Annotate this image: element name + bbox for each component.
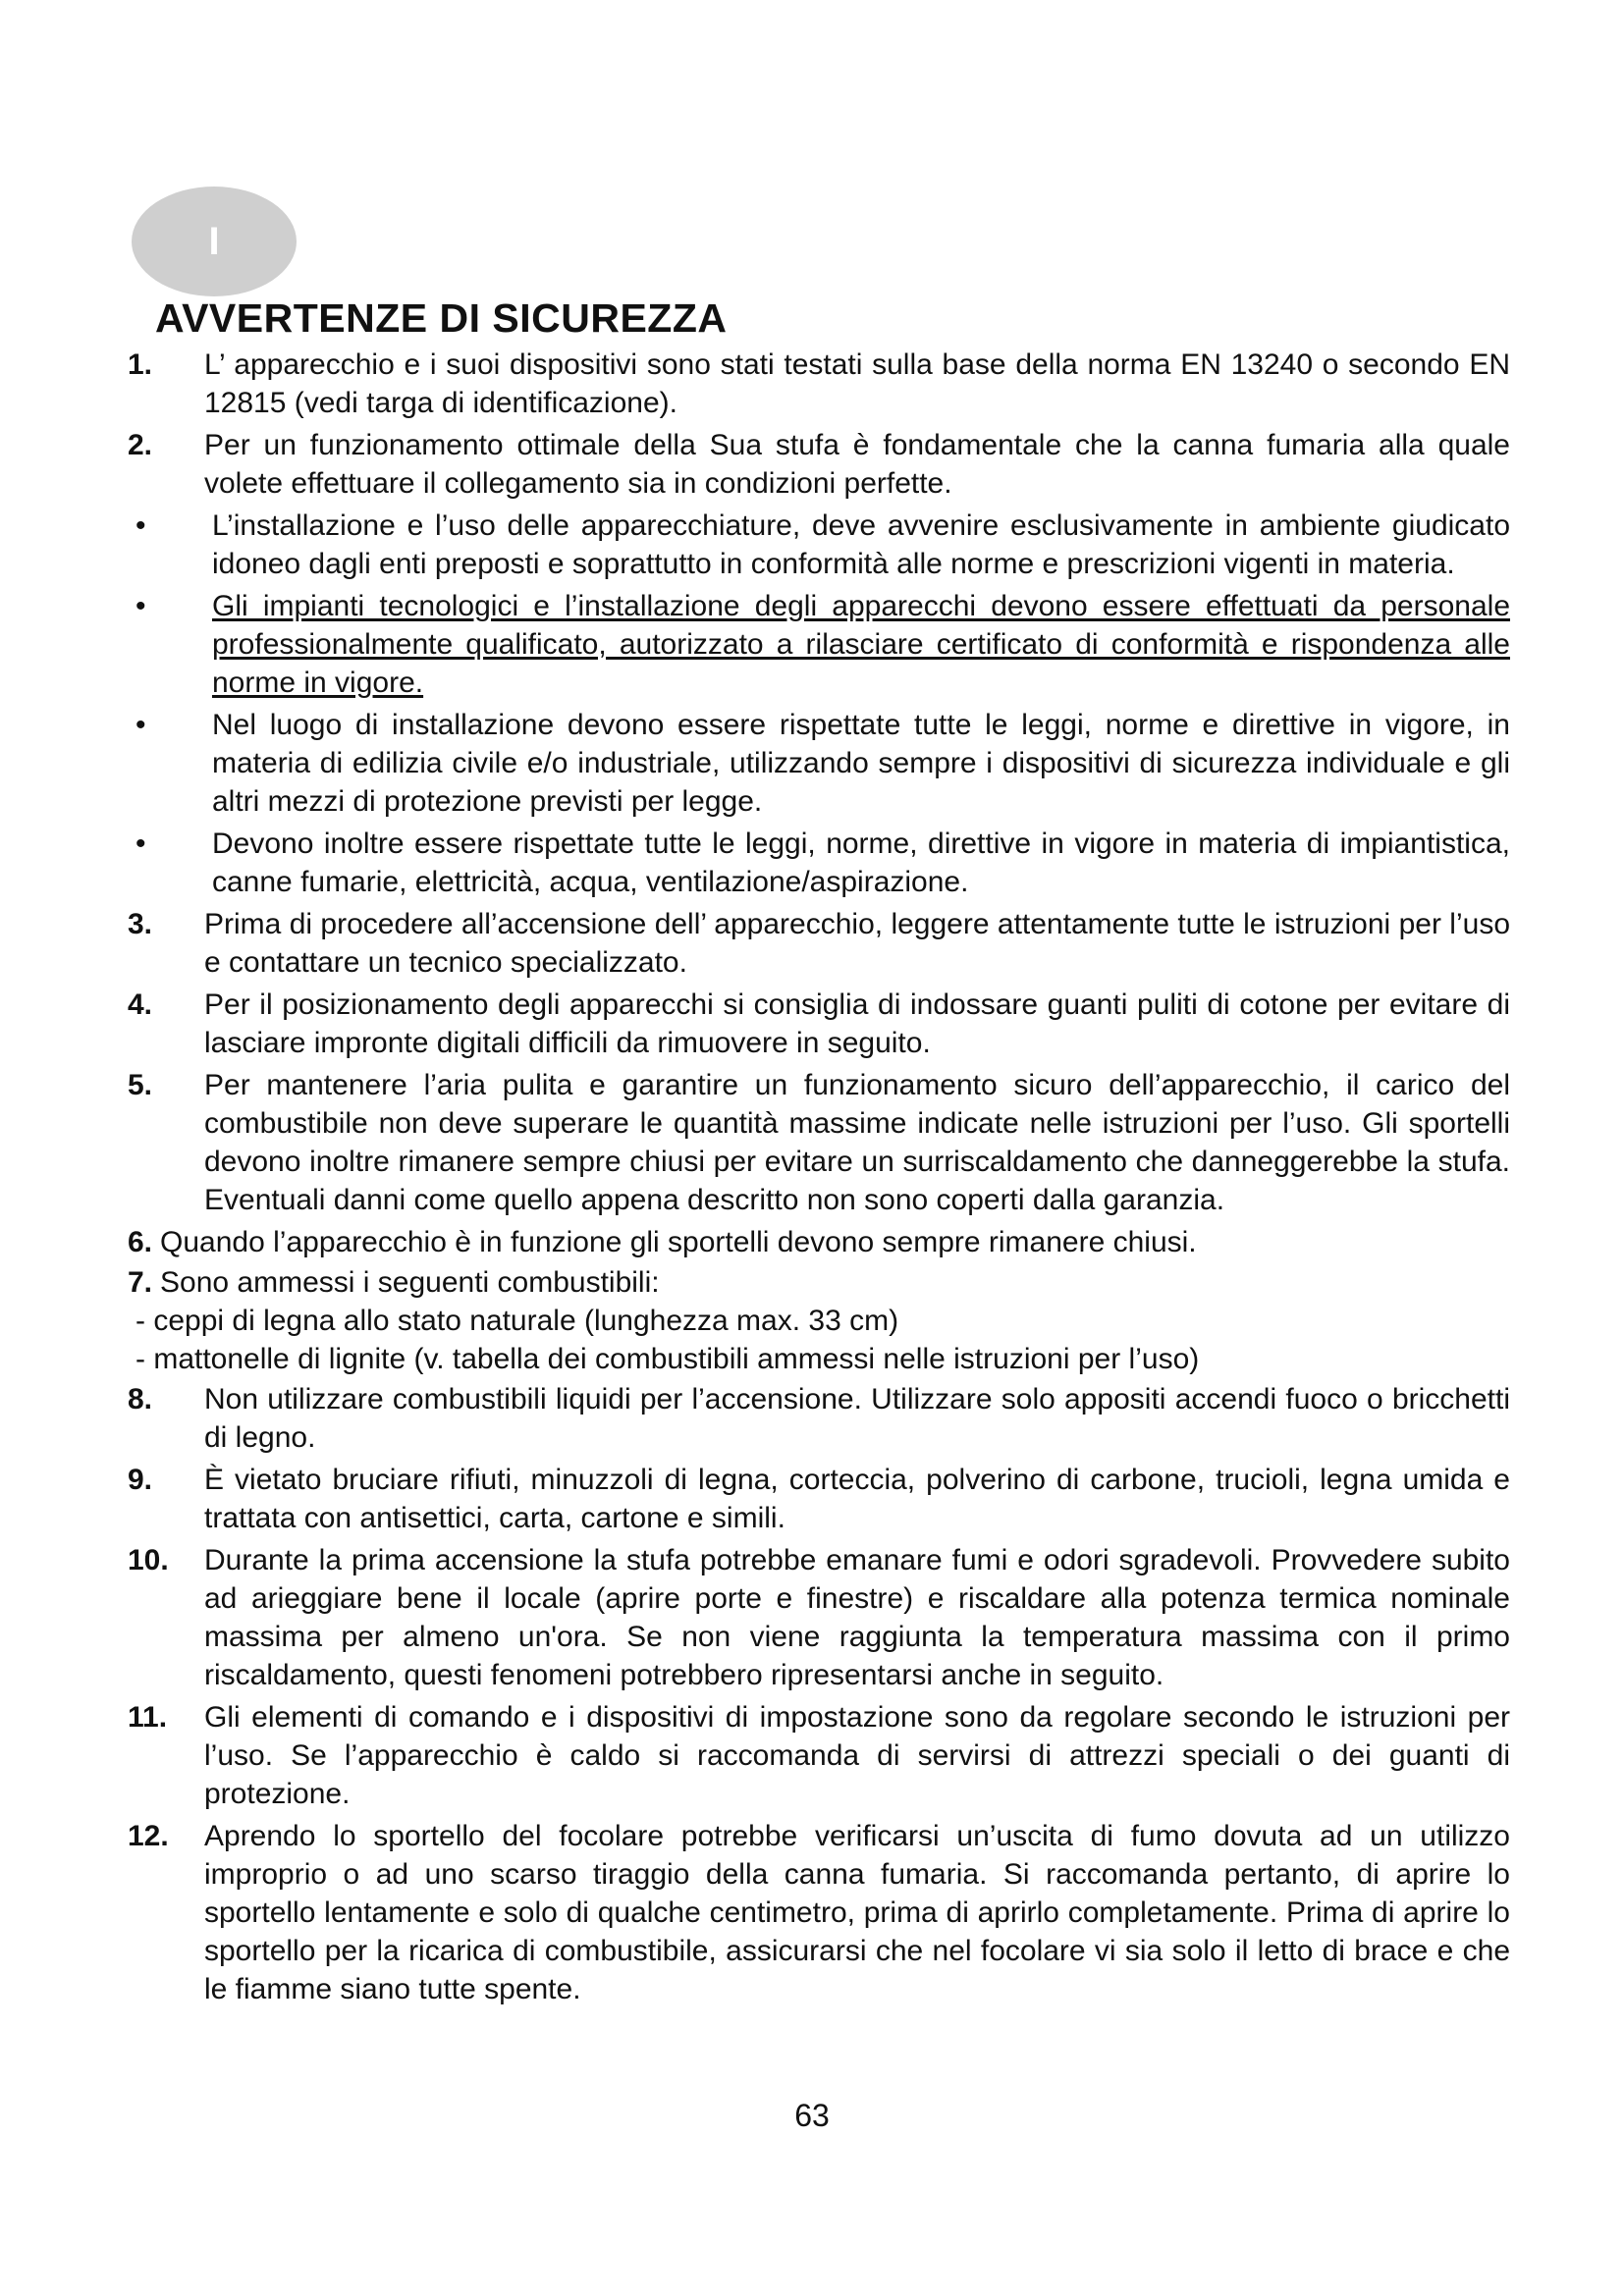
item-text: Sono ammessi i seguenti combustibili:: [160, 1266, 660, 1299]
list-item: [128, 986, 1510, 1062]
item-text-underlined: Gli impianti tecnologici e l’installazione degli apparecchi devono essere effettuati da personale professionalmente qualificato, autorizzato a rilasciare certificato di conformità e rispondenza alle norme in vigore.: [212, 590, 1510, 699]
item-text: L’ apparecchio e i suoi dispositivi sono stati testati sulla base della norma EN 13240 o secondo EN 12815 (vedi targa di identificazione).: [204, 348, 1510, 419]
list-item: [128, 507, 1510, 583]
item-number: 7.: [128, 1266, 153, 1299]
list-item: [128, 1380, 1510, 1457]
item-number: 12.: [128, 1820, 169, 1852]
item-text: Aprendo lo sportello del focolare potrebbe verificarsi un’uscita di fumo dovuta ad un utilizzo improprio o ad uno scarso tiraggio della canna fumaria. Si raccomanda pertanto, di aprire lo sportello lentamente e solo di qualche centimetro, prima di aprirlo completamente. Prima di aprire lo sportello per la ricarica di combustibile, assicurarsi che nel focolare vi sia solo il letto di brace e che le fiamme siano tutte spente.: [204, 1820, 1510, 2005]
list-item: [128, 825, 1510, 901]
list-item: [128, 905, 1510, 982]
language-badge-label: I: [208, 219, 220, 263]
item-text: Devono inoltre essere rispettate tutte le leggi, norme, direttive in vigore in materia di impiantistica, canne fumarie, elettricità, acqua, ventilazione/aspirazione.: [212, 828, 1510, 898]
fuel-subitem: - mattonelle di lignite (v. tabella dei combustibili ammessi nelle istruzioni per l’uso): [135, 1343, 1200, 1375]
item-number: 8.: [128, 1383, 153, 1415]
list-item: [128, 1817, 1510, 2008]
item-number: 3.: [128, 908, 153, 940]
page-title: AVVERTENZE DI SICUREZZA: [155, 295, 728, 341]
list-item: [128, 587, 1510, 702]
language-badge: [132, 187, 297, 296]
list-item: [128, 1066, 1510, 1219]
list-item: [128, 346, 1510, 422]
list-item: [128, 426, 1510, 503]
item-text: Per mantenere l’aria pulita e garantire un funzionamento sicuro dell’apparecchio, il carico del combustibile non deve superare le quantità massime indicate nelle istruzioni per l’uso. Gli sportelli devono inoltre rimanere sempre chiusi per evitare un surriscaldamento che danneggerebbe la stufa. Eventuali danni come quello appena descritto non sono coperti dalla garanzia.: [204, 1069, 1510, 1216]
bullet-marker: •: [135, 828, 146, 860]
bullet-marker: •: [135, 709, 146, 741]
item-text: Non utilizzare combustibili liquidi per l’accensione. Utilizzare solo appositi accendi fuoco o bricchetti di legno.: [204, 1383, 1510, 1454]
bullet-marker: •: [135, 509, 146, 542]
item-number: 1.: [128, 348, 153, 381]
item-text: Quando l’apparecchio è in funzione gli sportelli devono sempre rimanere chiusi.: [160, 1226, 1197, 1258]
item-number: 6.: [128, 1226, 153, 1258]
fuel-subitem: - ceppi di legna allo stato naturale (lunghezza max. 33 cm): [135, 1305, 899, 1337]
list-item: [128, 1698, 1510, 1813]
item-text: Nel luogo di installazione devono essere rispettate tutte le leggi, norme e direttive in vigore, in materia di edilizia civile e/o industriale, utilizzando sempre i dispositivi di sicurezza individuale e gli altri mezzi di protezione previsti per legge.: [212, 709, 1510, 818]
item-text: Prima di procedere all’accensione dell’ apparecchio, leggere attentamente tutte le istruzioni per l’uso e contattare un tecnico specializzato.: [204, 908, 1510, 979]
bullet-marker: •: [135, 590, 146, 622]
list-item: [128, 1461, 1510, 1537]
item-number: 10.: [128, 1544, 169, 1576]
page-number: 63: [794, 2098, 830, 2133]
item-text: Per un funzionamento ottimale della Sua stufa è fondamentale che la canna fumaria alla quale volete effettuare il collegamento sia in condizioni perfette.: [204, 429, 1510, 500]
list-item: [128, 706, 1510, 821]
item-text: Gli elementi di comando e i dispositivi di impostazione sono da regolare secondo le istruzioni per l’uso. Se l’apparecchio è caldo si raccomanda di servirsi di attrezzi speciali o dei guanti di protezione.: [204, 1701, 1510, 1810]
list-item: [128, 1223, 1510, 1261]
item-text: Durante la prima accensione la stufa potrebbe emanare fumi e odori sgradevoli. Provvedere subito ad arieggiare bene il locale (aprire porte e finestre) e riscaldare alla potenza termica nominale massima per almeno un'ora. Se non viene raggiunta la temperatura massima con il primo riscaldamento, questi fenomeni potrebbero ripresentarsi anche in seguito.: [204, 1544, 1510, 1691]
list-item: [128, 1263, 1510, 1378]
safety-list: [128, 346, 1510, 2012]
list-item: [128, 1541, 1510, 1694]
item-number: 5.: [128, 1069, 153, 1101]
item-number: 2.: [128, 429, 153, 461]
item-text: Per il posizionamento degli apparecchi si consiglia di indossare guanti puliti di cotone per evitare di lasciare impronte digitali difficili da rimuovere in seguito.: [204, 988, 1510, 1059]
item-number: 11.: [128, 1701, 168, 1734]
item-number: 9.: [128, 1464, 153, 1496]
item-text: L’installazione e l’uso delle apparecchiature, deve avvenire esclusivamente in ambiente giudicato idoneo dagli enti preposti e soprattutto in conformità alle norme e prescrizioni vigenti in materia.: [212, 509, 1510, 580]
item-number: 4.: [128, 988, 153, 1021]
item-text: È vietato bruciare rifiuti, minuzzoli di legna, corteccia, polverino di carbone, trucioli, legna umida e trattata con antisettici, carta, cartone e simili.: [204, 1464, 1510, 1534]
